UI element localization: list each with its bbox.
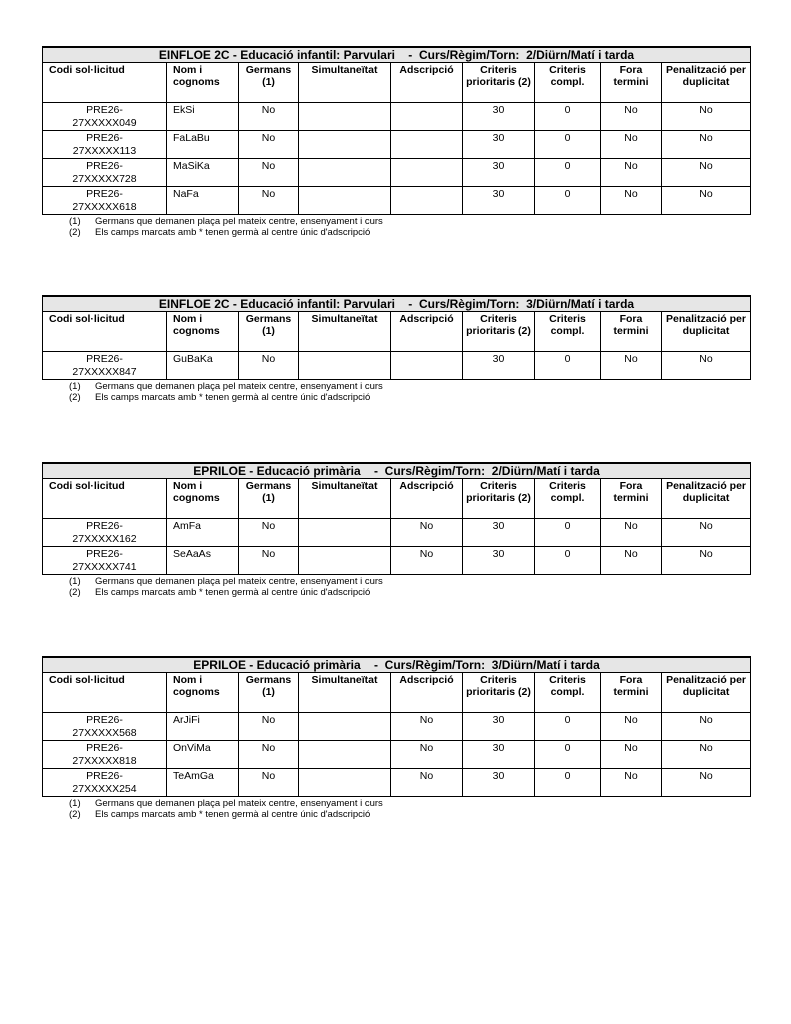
column-header-codi: Codi sol·licitud	[43, 673, 167, 713]
cell-penalitzacio: No	[662, 159, 751, 187]
cell-nom: EkSi	[167, 103, 239, 131]
cell-codi	[43, 547, 167, 575]
column-header-penalitzacio: Penalització per duplicitat	[662, 312, 751, 352]
table-row	[43, 769, 751, 797]
request-code-suffix: 27XXXXX618	[72, 201, 137, 213]
request-code-prefix: PRE26-	[86, 132, 123, 144]
request-code-suffix: 27XXXXX568	[72, 727, 137, 739]
footnotes	[42, 216, 750, 238]
cell-fora-termini: No	[601, 769, 662, 797]
footnote-text: Els camps marcats amb * tenen germà al centre únic d'adscripció	[95, 227, 371, 238]
column-header-germans: Germans (1)	[239, 63, 299, 103]
request-code-prefix: PRE26-	[86, 548, 123, 560]
table-header-row	[43, 312, 751, 352]
footnote-text: Els camps marcats amb * tenen germà al centre únic d'adscripció	[95, 587, 371, 598]
request-code-suffix: 27XXXXX741	[72, 561, 137, 573]
cell-criteris-prioritaris: 30	[463, 547, 535, 575]
cell-adscripcio: No	[391, 713, 463, 741]
column-header-germans: Germans (1)	[239, 479, 299, 519]
footnote-text: Germans que demanen plaça pel mateix centre, ensenyament i curs	[95, 798, 383, 809]
request-list-section	[42, 462, 750, 598]
cell-criteris-compl: 0	[535, 187, 601, 215]
cell-penalitzacio: No	[662, 187, 751, 215]
footnote-number: (2)	[69, 809, 81, 820]
cell-criteris-compl: 0	[535, 131, 601, 159]
cell-criteris-prioritaris: 30	[463, 131, 535, 159]
column-header-fora-termini: Fora termini	[601, 673, 662, 713]
request-code-prefix: PRE26-	[86, 770, 123, 782]
column-header-codi: Codi sol·licitud	[43, 312, 167, 352]
cell-criteris-prioritaris: 30	[463, 352, 535, 380]
cell-criteris-prioritaris: 30	[463, 187, 535, 215]
footnote	[42, 798, 750, 809]
column-header-fora-termini: Fora termini	[601, 312, 662, 352]
column-header-adscripcio: Adscripció	[391, 673, 463, 713]
cell-criteris-prioritaris: 30	[463, 713, 535, 741]
cell-codi	[43, 519, 167, 547]
table-row	[43, 159, 751, 187]
column-header-germans: Germans (1)	[239, 312, 299, 352]
table-row	[43, 713, 751, 741]
cell-criteris-compl: 0	[535, 519, 601, 547]
cell-fora-termini: No	[601, 713, 662, 741]
cell-adscripcio: No	[391, 547, 463, 575]
cell-nom: OnViMa	[167, 741, 239, 769]
cell-criteris-compl: 0	[535, 769, 601, 797]
request-code-prefix: PRE26-	[86, 160, 123, 172]
cell-fora-termini: No	[601, 103, 662, 131]
cell-fora-termini: No	[601, 187, 662, 215]
cell-penalitzacio: No	[662, 741, 751, 769]
cell-simultaneitat	[299, 187, 391, 215]
cell-germans: No	[239, 519, 299, 547]
cell-codi	[43, 741, 167, 769]
column-header-simultaneitat: Simultaneïtat	[299, 63, 391, 103]
column-header-criteris-prioritaris: Criteris prioritaris (2)	[463, 479, 535, 519]
column-header-criteris-compl: Criteris compl.	[535, 479, 601, 519]
column-header-fora-termini: Fora termini	[601, 63, 662, 103]
cell-germans: No	[239, 713, 299, 741]
column-header-criteris-compl: Criteris compl.	[535, 63, 601, 103]
cell-germans: No	[239, 103, 299, 131]
cell-adscripcio: No	[391, 769, 463, 797]
column-header-simultaneitat: Simultaneïtat	[299, 312, 391, 352]
column-header-simultaneitat: Simultaneïtat	[299, 479, 391, 519]
cell-penalitzacio: No	[662, 547, 751, 575]
column-header-penalitzacio: Penalització per duplicitat	[662, 673, 751, 713]
column-header-adscripcio: Adscripció	[391, 312, 463, 352]
footnote-number: (2)	[69, 227, 81, 238]
request-table	[42, 656, 751, 797]
cell-fora-termini: No	[601, 519, 662, 547]
cell-penalitzacio: No	[662, 131, 751, 159]
cell-criteris-prioritaris: 30	[463, 519, 535, 547]
request-code-suffix: 27XXXXX818	[72, 755, 137, 767]
column-header-criteris-compl: Criteris compl.	[535, 312, 601, 352]
cell-simultaneitat	[299, 741, 391, 769]
request-list-section	[42, 295, 750, 403]
column-header-nom: Nom i cognoms	[167, 312, 239, 352]
cell-criteris-compl: 0	[535, 159, 601, 187]
cell-fora-termini: No	[601, 547, 662, 575]
cell-criteris-compl: 0	[535, 352, 601, 380]
column-header-fora-termini: Fora termini	[601, 479, 662, 519]
footnote	[42, 587, 750, 598]
cell-nom: TeAmGa	[167, 769, 239, 797]
cell-nom: ArJiFi	[167, 713, 239, 741]
request-code-prefix: PRE26-	[86, 520, 123, 532]
cell-nom: NaFa	[167, 187, 239, 215]
footnote	[42, 227, 750, 238]
column-header-criteris-prioritaris: Criteris prioritaris (2)	[463, 63, 535, 103]
footnote	[42, 381, 750, 392]
cell-fora-termini: No	[601, 131, 662, 159]
request-code-suffix: 27XXXXX847	[72, 366, 137, 378]
cell-germans: No	[239, 741, 299, 769]
cell-criteris-prioritaris: 30	[463, 769, 535, 797]
request-list-section	[42, 656, 750, 820]
column-header-simultaneitat: Simultaneïtat	[299, 673, 391, 713]
column-header-criteris-prioritaris: Criteris prioritaris (2)	[463, 312, 535, 352]
footnote	[42, 216, 750, 227]
cell-germans: No	[239, 159, 299, 187]
cell-codi	[43, 159, 167, 187]
request-code-prefix: PRE26-	[86, 742, 123, 754]
cell-simultaneitat	[299, 352, 391, 380]
cell-nom: AmFa	[167, 519, 239, 547]
column-header-nom: Nom i cognoms	[167, 63, 239, 103]
cell-adscripcio	[391, 187, 463, 215]
cell-criteris-compl: 0	[535, 713, 601, 741]
footnote	[42, 392, 750, 403]
request-code-suffix: 27XXXXX162	[72, 533, 137, 545]
column-header-penalitzacio: Penalització per duplicitat	[662, 479, 751, 519]
section-title: EPRILOE - Educació primària - Curs/Règim/Torn: 2/Diürn/Matí i tarda	[43, 463, 751, 479]
cell-fora-termini: No	[601, 741, 662, 769]
column-header-criteris-prioritaris: Criteris prioritaris (2)	[463, 673, 535, 713]
footnote-number: (2)	[69, 392, 81, 403]
cell-criteris-prioritaris: 30	[463, 103, 535, 131]
cell-nom: MaSiKa	[167, 159, 239, 187]
table-row	[43, 519, 751, 547]
cell-codi	[43, 103, 167, 131]
column-header-adscripcio: Adscripció	[391, 479, 463, 519]
footnote	[42, 809, 750, 820]
cell-nom: FaLaBu	[167, 131, 239, 159]
cell-adscripcio: No	[391, 519, 463, 547]
cell-adscripcio	[391, 103, 463, 131]
footnote-text: Els camps marcats amb * tenen germà al centre únic d'adscripció	[95, 392, 371, 403]
section-title: EINFLOE 2C - Educació infantil: Parvulari - Curs/Règim/Torn: 3/Diürn/Matí i tarda	[43, 296, 751, 312]
cell-adscripcio	[391, 159, 463, 187]
column-header-penalitzacio: Penalització per duplicitat	[662, 63, 751, 103]
cell-penalitzacio: No	[662, 769, 751, 797]
request-code-prefix: PRE26-	[86, 104, 123, 116]
cell-criteris-compl: 0	[535, 547, 601, 575]
cell-codi	[43, 187, 167, 215]
section-title: EPRILOE - Educació primària - Curs/Règim/Torn: 3/Diürn/Matí i tarda	[43, 657, 751, 673]
cell-simultaneitat	[299, 159, 391, 187]
cell-fora-termini: No	[601, 159, 662, 187]
footnote-number: (1)	[69, 381, 81, 392]
cell-penalitzacio: No	[662, 103, 751, 131]
footnote-number: (1)	[69, 576, 81, 587]
request-code-prefix: PRE26-	[86, 353, 123, 365]
column-header-criteris-compl: Criteris compl.	[535, 673, 601, 713]
cell-adscripcio	[391, 131, 463, 159]
footnote-number: (1)	[69, 216, 81, 227]
column-header-codi: Codi sol·licitud	[43, 479, 167, 519]
footnote-text: Germans que demanen plaça pel mateix centre, ensenyament i curs	[95, 216, 383, 227]
cell-germans: No	[239, 547, 299, 575]
table-row	[43, 547, 751, 575]
cell-germans: No	[239, 187, 299, 215]
footnote-number: (2)	[69, 587, 81, 598]
table-row	[43, 741, 751, 769]
cell-simultaneitat	[299, 103, 391, 131]
cell-penalitzacio: No	[662, 713, 751, 741]
request-table	[42, 295, 751, 380]
cell-simultaneitat	[299, 519, 391, 547]
cell-adscripcio: No	[391, 741, 463, 769]
section-title: EINFLOE 2C - Educació infantil: Parvulari - Curs/Règim/Torn: 2/Diürn/Matí i tarda	[43, 47, 751, 63]
cell-criteris-prioritaris: 30	[463, 159, 535, 187]
cell-codi	[43, 352, 167, 380]
cell-adscripcio	[391, 352, 463, 380]
request-code-suffix: 27XXXXX049	[72, 117, 137, 129]
footnote-text: Germans que demanen plaça pel mateix centre, ensenyament i curs	[95, 576, 383, 587]
table-header-row	[43, 63, 751, 103]
request-code-prefix: PRE26-	[86, 188, 123, 200]
column-header-adscripcio: Adscripció	[391, 63, 463, 103]
table-header-row	[43, 673, 751, 713]
cell-codi	[43, 769, 167, 797]
request-list-section	[42, 46, 750, 238]
request-code-prefix: PRE26-	[86, 714, 123, 726]
cell-criteris-prioritaris: 30	[463, 741, 535, 769]
cell-simultaneitat	[299, 769, 391, 797]
cell-codi	[43, 713, 167, 741]
footnote	[42, 576, 750, 587]
request-table	[42, 46, 751, 215]
column-header-nom: Nom i cognoms	[167, 673, 239, 713]
table-row	[43, 352, 751, 380]
footnote-text: Els camps marcats amb * tenen germà al centre únic d'adscripció	[95, 809, 371, 820]
footnote-text: Germans que demanen plaça pel mateix centre, ensenyament i curs	[95, 381, 383, 392]
request-code-suffix: 27XXXXX728	[72, 173, 137, 185]
cell-fora-termini: No	[601, 352, 662, 380]
cell-simultaneitat	[299, 547, 391, 575]
table-header-row	[43, 479, 751, 519]
cell-codi	[43, 131, 167, 159]
table-row	[43, 131, 751, 159]
column-header-nom: Nom i cognoms	[167, 479, 239, 519]
cell-germans: No	[239, 352, 299, 380]
cell-germans: No	[239, 131, 299, 159]
request-code-suffix: 27XXXXX113	[72, 145, 137, 157]
cell-criteris-compl: 0	[535, 103, 601, 131]
cell-penalitzacio: No	[662, 519, 751, 547]
footnote-number: (1)	[69, 798, 81, 809]
cell-nom: SeAaAs	[167, 547, 239, 575]
cell-germans: No	[239, 769, 299, 797]
footnotes	[42, 576, 750, 598]
footnotes	[42, 798, 750, 820]
footnotes	[42, 381, 750, 403]
request-table	[42, 462, 751, 575]
cell-penalitzacio: No	[662, 352, 751, 380]
column-header-codi: Codi sol·licitud	[43, 63, 167, 103]
table-row	[43, 103, 751, 131]
table-row	[43, 187, 751, 215]
cell-criteris-compl: 0	[535, 741, 601, 769]
cell-nom: GuBaKa	[167, 352, 239, 380]
cell-simultaneitat	[299, 713, 391, 741]
cell-simultaneitat	[299, 131, 391, 159]
column-header-germans: Germans (1)	[239, 673, 299, 713]
request-code-suffix: 27XXXXX254	[72, 783, 137, 795]
